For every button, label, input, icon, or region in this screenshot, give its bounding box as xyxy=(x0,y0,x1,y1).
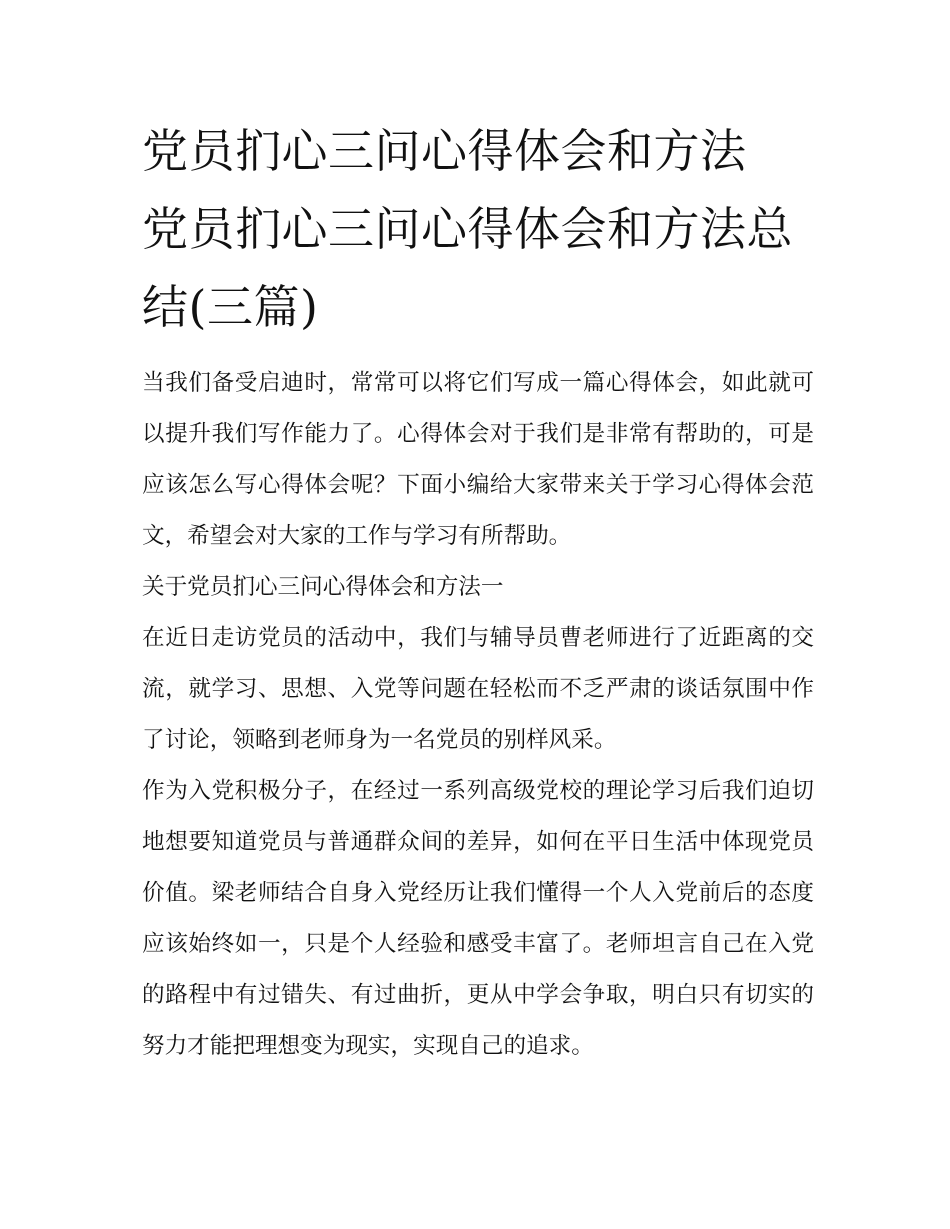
body-paragraph-1: 在近日走访党员的活动中，我们与辅导员曹老师进行了近距离的交流，就学习、思想、入党等问题在轻松而不乏严肃的谈话氛围中作了讨论，领略到老师身为一名党员的别样风采。 xyxy=(142,625,814,753)
body-paragraph-2: 作为入党积极分子，在经过一系列高级党校的理论学习后我们迫切地想要知道党员与普通群众间的差异，如何在平日生活中体现党员价值。梁老师结合自身入党经历让我们懂得一个人入党前后的态度应该始终如一，只是个人经验和感受丰富了。老师坦言自己在入党的路程中有过错失、有过曲折，更从中学会争取，明白只有切实的努力才能把理想变为现实，实现自己的追求。 xyxy=(142,778,814,1059)
document-body xyxy=(142,112,814,1072)
document-title-line-1: 党员扪心三问心得体会和方法 xyxy=(142,124,747,178)
document-title xyxy=(142,112,814,346)
document-title-line-2: 党员扪心三问心得体会和方法总结(三篇) xyxy=(142,202,793,334)
section-heading: 关于党员扪心三问心得体会和方法一 xyxy=(142,574,504,600)
intro-paragraph: 当我们备受启迪时，常常可以将它们写成一篇心得体会，如此就可以提升我们写作能力了。心得体会对于我们是非常有帮助的，可是应该怎么写心得体会呢？下面小编给大家带来关于学习心得体会范文，希望会对大家的工作与学习有所帮助。 xyxy=(142,370,814,549)
